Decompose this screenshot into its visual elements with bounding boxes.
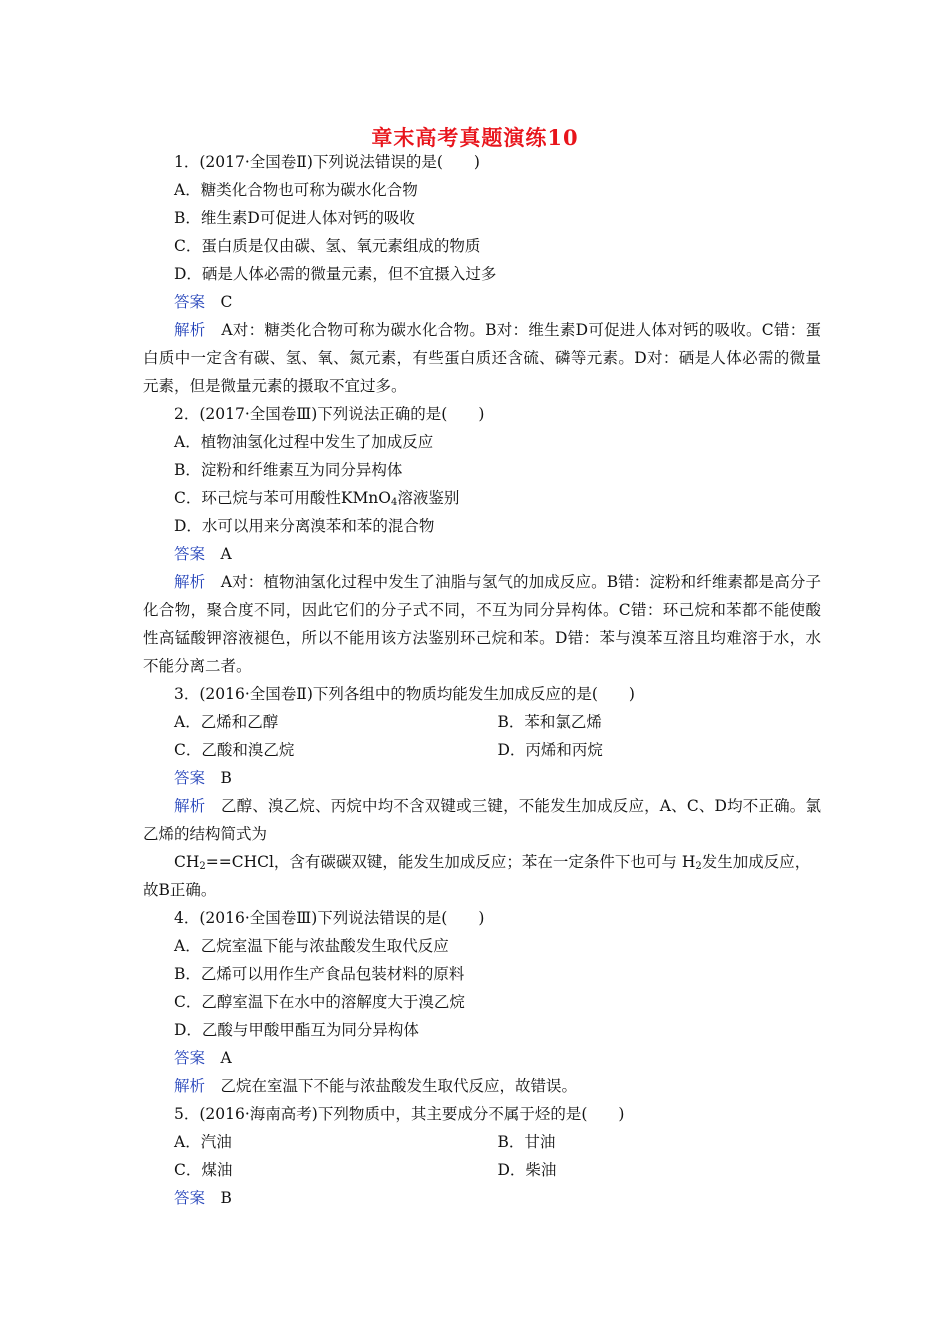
- question-3-option-a: A．乙烯和乙醇: [174, 713, 279, 731]
- question-5-stem: 5．(2016·海南高考)下列物质中，其主要成分不属于烃的是( ): [174, 1105, 625, 1123]
- answer-value: A: [220, 545, 232, 563]
- subscript: 4: [391, 497, 398, 508]
- question-5-option-c: C．煤油: [174, 1161, 233, 1179]
- page-title: 章末高考真题演练10: [371, 125, 579, 150]
- question-2-answer: [143, 540, 821, 568]
- question-2-analysis: [143, 568, 821, 680]
- question-4-option-d: D．乙酸与甲酸甲酯互为同分异构体: [174, 1021, 419, 1039]
- question-4-option-b: B．乙烯可以用作生产食品包装材料的原料: [174, 965, 465, 983]
- question-1-answer: [143, 288, 821, 316]
- question-4-answer: [143, 1044, 821, 1072]
- question-5-answer: [143, 1184, 821, 1212]
- question-5-options-row-2: [143, 1156, 821, 1184]
- question-4-analysis: [143, 1072, 821, 1100]
- question-5-options-row-1: [143, 1128, 821, 1156]
- question-3-formula-line: [143, 848, 821, 876]
- answer-label: 答案: [174, 293, 206, 311]
- question-1-analysis: [143, 316, 821, 400]
- question-5-option-a: A．汽油: [174, 1133, 232, 1151]
- option-c-tail: 溶液鉴别: [397, 489, 460, 507]
- document-body: [143, 148, 821, 1212]
- question-4-option-a: A．乙烷室温下能与浓盐酸发生取代反应: [174, 937, 449, 955]
- question-2-stem: 2．(2017·全国卷Ⅲ)下列说法正确的是( ): [174, 405, 485, 423]
- subscript: 2: [695, 861, 702, 872]
- question-3-option-b: B．苯和氯乙烯: [497, 713, 602, 731]
- question-3-stem: 3．(2016·全国卷Ⅱ)下列各组中的物质均能发生加成反应的是( ): [174, 685, 635, 703]
- option-c-text: C．环己烷与苯可用酸性KMnO: [174, 489, 392, 507]
- analysis-label: 解析: [174, 321, 206, 339]
- question-2-option-a: A．植物油氢化过程中发生了加成反应: [174, 433, 434, 451]
- question-4-option-c: C．乙醇室温下在水中的溶解度大于溴乙烷: [174, 993, 465, 1011]
- formula-ch: CH: [174, 853, 200, 871]
- question-1-option-a: A．糖类化合物也可称为碳水化合物: [174, 181, 418, 199]
- subscript: 2: [199, 861, 206, 872]
- answer-value: B: [220, 1189, 232, 1207]
- answer-label: 答案: [174, 769, 206, 787]
- analysis-label: 解析: [174, 573, 206, 591]
- question-5-option-d: D．柴油: [497, 1161, 557, 1179]
- question-3-option-c: C．乙酸和溴乙烷: [174, 741, 295, 759]
- answer-value: B: [220, 769, 232, 787]
- analysis-label: 解析: [174, 797, 206, 815]
- question-3-options-row-1: [143, 708, 821, 736]
- formula-rest-1: ==CHCl，含有碳碳双键，能发生加成反应；苯在一定条件下也可与 H: [205, 853, 696, 871]
- question-3-option-d: D．丙烯和丙烷: [497, 741, 603, 759]
- answer-label: 答案: [174, 1189, 206, 1207]
- analysis-text: A对：糖类化合物可称为碳水化合物。B对：维生素D可促进人体对钙的吸收。C错：蛋白质中一定含有碳、氢、氧、氮元素，有些蛋白质还含硫、磷等元素。D对：硒是人体必需的微量元素，但是微量元素的摄取不宜过多。: [143, 321, 821, 395]
- question-3-analysis: [143, 792, 821, 848]
- question-4-stem: 4．(2016·全国卷Ⅲ)下列说法错误的是( ): [174, 909, 485, 927]
- analysis-text: A对：植物油氢化过程中发生了油脂与氢气的加成反应。B错：淀粉和纤维素都是高分子化合物，聚合度不同，因此它们的分子式不同，不互为同分异构体。C错：环己烷和苯都不能使酸性高锰酸钾溶液褪色，所以不能用该方法鉴别环己烷和苯。D错：苯与溴苯互溶且均难溶于水，水不能分离二者。: [143, 573, 821, 675]
- answer-label: 答案: [174, 545, 206, 563]
- question-3-answer: [143, 764, 821, 792]
- question-1-option-b: B．维生素D可促进人体对钙的吸收: [174, 209, 415, 227]
- question-2-option-b: B．淀粉和纤维素互为同分异构体: [174, 461, 403, 479]
- answer-value: A: [220, 1049, 232, 1067]
- question-1-option-c: C．蛋白质是仅由碳、氢、氧元素组成的物质: [174, 237, 481, 255]
- analysis-label: 解析: [174, 1077, 206, 1095]
- analysis-text: 乙烷在室温下不能与浓盐酸发生取代反应，故错误。: [220, 1077, 578, 1095]
- question-2-option-c: [143, 484, 821, 512]
- question-3-conclusion: 故B正确。: [143, 881, 217, 899]
- question-1-stem: 1．(2017·全国卷Ⅱ)下列说法错误的是( ): [174, 153, 480, 171]
- question-5-option-b: B．甘油: [497, 1133, 556, 1151]
- question-1-option-d: D．硒是人体必需的微量元素，但不宜摄入过多: [174, 265, 497, 283]
- answer-value: C: [220, 293, 233, 311]
- analysis-text: 乙醇、溴乙烷、丙烷中均不含双键或三键，不能发生加成反应，A、C、D均不正确。氯乙烯的结构简式为: [143, 797, 821, 843]
- question-3-options-row-2: [143, 736, 821, 764]
- formula-rest-2: 发生加成反应，: [701, 853, 811, 871]
- answer-label: 答案: [174, 1049, 206, 1067]
- question-2-option-d: D．水可以用来分离溴苯和苯的混合物: [174, 517, 435, 535]
